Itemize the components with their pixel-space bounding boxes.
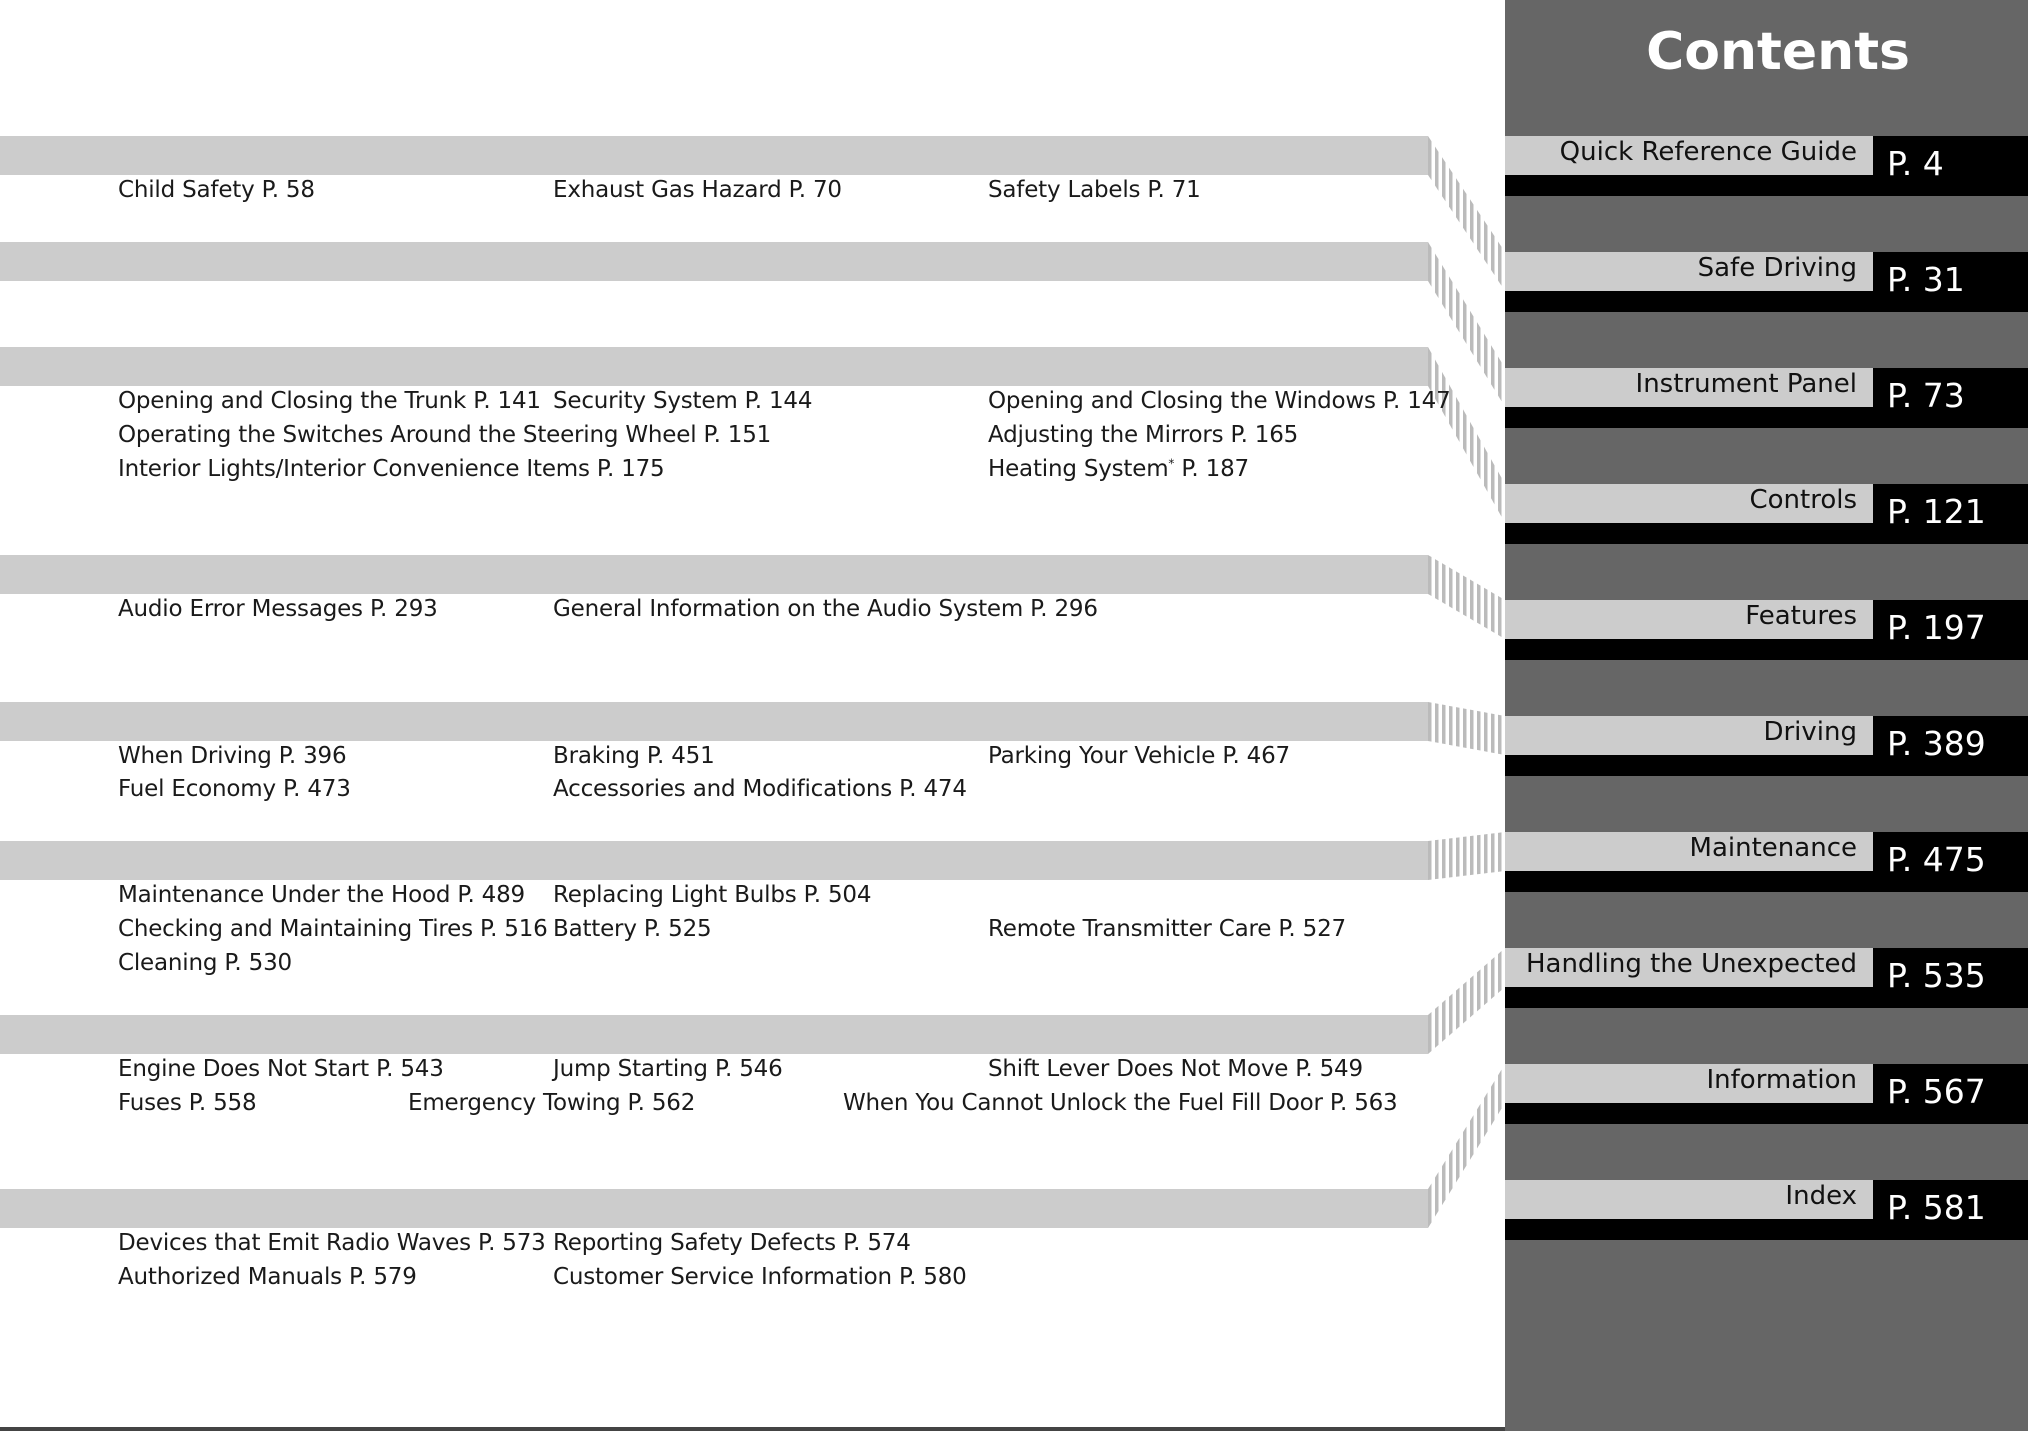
connector-stripe bbox=[1463, 409, 1467, 454]
list-row bbox=[0, 456, 1428, 490]
list-item[interactable]: Shift Lever Does Not Move P. 549 bbox=[988, 1056, 1363, 1082]
page-number-box bbox=[1873, 484, 2028, 544]
connector-stripe bbox=[1456, 178, 1460, 222]
connector-stripe bbox=[1477, 584, 1481, 625]
list-item[interactable]: Adjusting the Mirrors P. 165 bbox=[988, 422, 1299, 448]
connector-stripe bbox=[1456, 571, 1460, 612]
connector-stripe bbox=[1470, 975, 1474, 1017]
page-title: Contents bbox=[1646, 22, 1910, 82]
tab-quick-reference-guide[interactable] bbox=[1505, 136, 2028, 196]
connector-stripe bbox=[1463, 299, 1467, 344]
connector-stripe bbox=[1442, 1000, 1446, 1042]
connector-stripe bbox=[1498, 596, 1502, 637]
connector-stripe bbox=[1484, 588, 1488, 629]
list-item[interactable]: Fuses P. 558 bbox=[118, 1090, 257, 1116]
tab-index[interactable] bbox=[1505, 1180, 2028, 1240]
list-item[interactable]: Emergency Towing P. 562 bbox=[408, 1090, 696, 1116]
page-number-box bbox=[1873, 600, 2028, 660]
page-number: P. 73 bbox=[1887, 376, 1965, 415]
connector-stripe bbox=[1456, 397, 1460, 442]
page-number-box bbox=[1873, 716, 2028, 776]
page-number-box bbox=[1873, 1180, 2028, 1240]
connector-stripe bbox=[1428, 1012, 1432, 1054]
connector-stripe bbox=[1463, 982, 1467, 1024]
page-number-box bbox=[1873, 252, 2028, 312]
connector-stripe bbox=[1470, 199, 1474, 243]
connector-stripe bbox=[1498, 357, 1502, 402]
connector-stripe bbox=[1491, 345, 1495, 390]
connector-stripe bbox=[1491, 713, 1495, 753]
list-item[interactable]: Security System P. 144 bbox=[553, 388, 813, 414]
connector-stripe bbox=[1435, 147, 1439, 191]
connector-stripe bbox=[1470, 836, 1474, 875]
list-item[interactable]: Safety Labels P. 71 bbox=[988, 177, 1201, 203]
page-number: P. 475 bbox=[1887, 840, 1986, 879]
page-number: P. 581 bbox=[1887, 1188, 1986, 1227]
list-item[interactable]: Accessories and Modifications P. 474 bbox=[553, 776, 967, 802]
connector-stripe bbox=[1435, 559, 1439, 600]
tab-label-box bbox=[1505, 484, 1873, 523]
bottom-rule bbox=[0, 1427, 1505, 1431]
list-item[interactable]: Reporting Safety Defects P. 574 bbox=[553, 1230, 911, 1256]
tab-maintenance[interactable] bbox=[1505, 832, 2028, 892]
connector-stripe bbox=[1456, 837, 1460, 876]
connector-stripe bbox=[1449, 706, 1453, 746]
list-item[interactable] bbox=[988, 456, 1249, 482]
list-item[interactable]: Interior Lights/Interior Convenience Items P. 175 bbox=[118, 456, 665, 482]
tab-label: Controls bbox=[1749, 485, 1857, 515]
connector-stripe bbox=[1477, 1104, 1481, 1149]
page-number-box bbox=[1873, 368, 2028, 428]
connector-stripe bbox=[1442, 265, 1446, 310]
page-number: P. 535 bbox=[1887, 956, 1986, 995]
page-number-box bbox=[1873, 832, 2028, 892]
list-item[interactable]: Customer Service Information P. 580 bbox=[553, 1264, 967, 1290]
connector-stripe bbox=[1491, 1081, 1495, 1126]
tab-label-box bbox=[1505, 832, 1873, 871]
list-item[interactable]: Jump Starting P. 546 bbox=[553, 1056, 783, 1082]
tab-label-box bbox=[1505, 948, 1873, 987]
connector-stripe bbox=[1456, 288, 1460, 333]
connector-stripe bbox=[1491, 592, 1495, 633]
connector-stripe bbox=[1442, 839, 1446, 878]
tab-label: Safe Driving bbox=[1697, 253, 1857, 283]
list-row bbox=[0, 596, 1428, 630]
list-item[interactable]: Authorized Manuals P. 579 bbox=[118, 1264, 417, 1290]
connector-stripe bbox=[1428, 1183, 1432, 1228]
connector-stripe bbox=[1477, 322, 1481, 367]
list-item[interactable]: Maintenance Under the Hood P. 489 bbox=[118, 882, 525, 908]
connector-stripe bbox=[1491, 833, 1495, 872]
connector-stripe bbox=[1463, 837, 1467, 876]
connector-stripe bbox=[1428, 841, 1432, 880]
tab-label-box bbox=[1505, 1180, 1873, 1219]
list-item[interactable]: Replacing Light Bulbs P. 504 bbox=[553, 882, 872, 908]
connector-stripe bbox=[1477, 434, 1481, 479]
connector-stripe bbox=[1484, 834, 1488, 873]
connector-stripe bbox=[1498, 241, 1502, 285]
tab-label-box bbox=[1505, 252, 1873, 291]
connector-stripe bbox=[1470, 1115, 1474, 1160]
connector-stripe bbox=[1435, 1006, 1439, 1048]
list-item[interactable]: Child Safety P. 58 bbox=[118, 177, 315, 203]
connector-stripe bbox=[1449, 276, 1453, 321]
connector-stripe bbox=[1470, 580, 1474, 621]
connector-stripe bbox=[1435, 703, 1439, 743]
footnote-asterisk: * bbox=[1168, 456, 1175, 471]
tab-label-box bbox=[1505, 716, 1873, 755]
connector-stripe bbox=[1456, 988, 1460, 1030]
tab-label: Maintenance bbox=[1689, 833, 1857, 863]
tab-label-box bbox=[1505, 1064, 1873, 1103]
tab-label: Index bbox=[1785, 1181, 1857, 1211]
page-number: P. 567 bbox=[1887, 1072, 1986, 1111]
list-row bbox=[0, 776, 1428, 810]
list-row bbox=[0, 1264, 1428, 1298]
page-number: P. 4 bbox=[1887, 144, 1944, 183]
connector-stripe bbox=[1435, 253, 1439, 298]
tab-label-box bbox=[1505, 136, 1873, 175]
list-row bbox=[0, 177, 1428, 211]
connector-stripe bbox=[1428, 242, 1432, 287]
tab-label: Handling the Unexpected bbox=[1525, 949, 1857, 979]
list-item[interactable]: Operating the Switches Around the Steering Wheel P. 151 bbox=[118, 422, 772, 448]
connector-stripe bbox=[1449, 1149, 1453, 1194]
list-item[interactable]: Braking P. 451 bbox=[553, 743, 715, 769]
connector-stripe bbox=[1484, 963, 1488, 1005]
list-item[interactable]: Opening and Closing the Trunk P. 141 bbox=[118, 388, 541, 414]
connector-stripe bbox=[1470, 311, 1474, 356]
connector-stripe bbox=[1442, 705, 1446, 745]
connector-stripe bbox=[1456, 707, 1460, 747]
connector-stripe bbox=[1435, 840, 1439, 879]
contents-sidebar bbox=[1505, 0, 2028, 1431]
item-page: P. 187 bbox=[1181, 456, 1249, 482]
connector-stripe bbox=[1477, 210, 1481, 254]
page-number: P. 197 bbox=[1887, 608, 1986, 647]
page-number-box bbox=[1873, 136, 2028, 196]
tab-instrument-panel[interactable] bbox=[1505, 368, 2028, 428]
list-item[interactable]: Remote Transmitter Care P. 527 bbox=[988, 916, 1346, 942]
connector-stripe bbox=[1456, 1138, 1460, 1183]
tab-label: Features bbox=[1745, 601, 1857, 631]
list-row bbox=[0, 950, 1428, 984]
list-row bbox=[0, 743, 1428, 777]
connector-stripe bbox=[1477, 711, 1481, 751]
tab-controls[interactable] bbox=[1505, 484, 2028, 544]
connector-stripe bbox=[1498, 832, 1502, 871]
tab-information[interactable] bbox=[1505, 1064, 2028, 1124]
list-row bbox=[0, 882, 1428, 916]
connector-stripe bbox=[1477, 969, 1481, 1011]
connector-stripe bbox=[1442, 1161, 1446, 1206]
tab-label: Information bbox=[1706, 1065, 1857, 1095]
list-item[interactable]: Checking and Maintaining Tires P. 516 bbox=[118, 916, 548, 942]
list-row bbox=[0, 422, 1428, 456]
tab-label: Driving bbox=[1763, 717, 1857, 747]
list-item[interactable]: Parking Your Vehicle P. 467 bbox=[988, 743, 1290, 769]
list-item[interactable]: Engine Does Not Start P. 543 bbox=[118, 1056, 444, 1082]
connector-stripe bbox=[1484, 220, 1488, 264]
connector-stripe bbox=[1442, 157, 1446, 201]
connector-stripe bbox=[1484, 334, 1488, 379]
list-row bbox=[0, 916, 1428, 950]
tab-safe-driving[interactable] bbox=[1505, 252, 2028, 312]
page-number: P. 31 bbox=[1887, 260, 1965, 299]
connector-stripe bbox=[1463, 708, 1467, 748]
tab-features[interactable] bbox=[1505, 600, 2028, 660]
connector-stripe bbox=[1463, 575, 1467, 616]
connector-stripe bbox=[1449, 168, 1453, 212]
list-item[interactable]: When You Cannot Unlock the Fuel Fill Door P. 563 bbox=[843, 1090, 1398, 1116]
list-item[interactable]: General Information on the Audio System P. 296 bbox=[553, 596, 1098, 622]
connector-stripe bbox=[1498, 472, 1502, 517]
connector-stripe bbox=[1428, 555, 1432, 596]
list-item[interactable]: Cleaning P. 530 bbox=[118, 950, 292, 976]
connector-stripe bbox=[1470, 710, 1474, 750]
connector-stripe bbox=[1428, 702, 1432, 742]
connector-stripe bbox=[1428, 347, 1432, 392]
page-number: P. 389 bbox=[1887, 724, 1986, 763]
list-item[interactable]: Battery P. 525 bbox=[553, 916, 712, 942]
tab-label: Instrument Panel bbox=[1635, 369, 1857, 399]
connector-stripe bbox=[1484, 1092, 1488, 1137]
list-row bbox=[0, 1090, 1428, 1124]
tab-driving[interactable] bbox=[1505, 716, 2028, 776]
connector-stripe bbox=[1484, 712, 1488, 752]
connector-stripe bbox=[1428, 136, 1432, 180]
list-item[interactable]: Exhaust Gas Hazard P. 70 bbox=[553, 177, 842, 203]
connector-stripe bbox=[1491, 231, 1495, 275]
connector-stripe bbox=[1463, 1127, 1467, 1172]
connector-stripe bbox=[1470, 422, 1474, 467]
item-text: Heating System bbox=[988, 456, 1169, 482]
list-row bbox=[0, 388, 1451, 422]
list-item[interactable]: Devices that Emit Radio Waves P. 573 bbox=[118, 1230, 546, 1256]
page-number-box bbox=[1873, 1064, 2028, 1124]
connector-stripe bbox=[1498, 715, 1502, 755]
list-item[interactable]: Opening and Closing the Windows P. 147 bbox=[988, 388, 1451, 414]
connector-stripe bbox=[1449, 994, 1453, 1036]
connector-stripe bbox=[1449, 838, 1453, 877]
connector-stripe bbox=[1491, 957, 1495, 999]
connector-stripe bbox=[1449, 567, 1453, 608]
connector-stripe bbox=[1498, 1070, 1502, 1115]
list-item[interactable]: Fuel Economy P. 473 bbox=[118, 776, 351, 802]
tab-label: Quick Reference Guide bbox=[1559, 137, 1857, 167]
page-number-box bbox=[1873, 948, 2028, 1008]
page-number: P. 121 bbox=[1887, 492, 1986, 531]
tab-handling-the-unexpected[interactable] bbox=[1505, 948, 2028, 1008]
tab-label-box bbox=[1505, 368, 1873, 407]
connector-stripe bbox=[1477, 835, 1481, 874]
list-item[interactable]: When Driving P. 396 bbox=[118, 743, 347, 769]
list-item[interactable]: Audio Error Messages P. 293 bbox=[118, 596, 438, 622]
tab-label-box bbox=[1505, 600, 1873, 639]
connector-stripe bbox=[1484, 447, 1488, 492]
connector-stripe bbox=[1435, 1172, 1439, 1217]
list-row bbox=[0, 1056, 1428, 1090]
connector-stripe bbox=[1463, 189, 1467, 233]
connector-stripe bbox=[1498, 951, 1502, 993]
list-row bbox=[0, 1230, 1428, 1264]
connector-stripe bbox=[1442, 563, 1446, 604]
connector-stripe bbox=[1491, 459, 1495, 504]
